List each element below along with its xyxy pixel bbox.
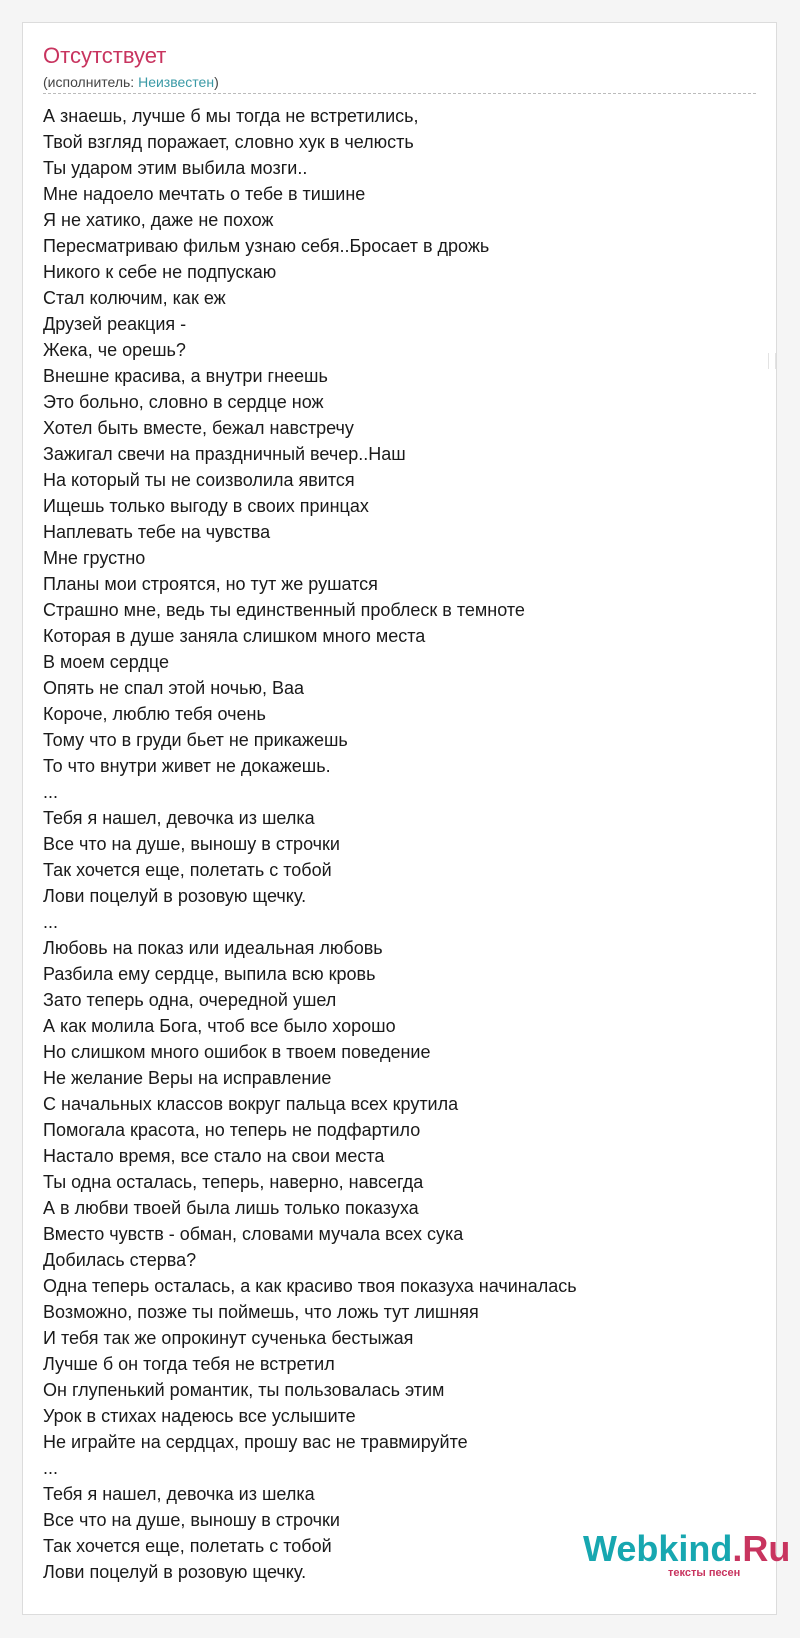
lyric-line: Лучше б он тогда тебя не встретил (43, 1354, 335, 1374)
lyric-line: ... (43, 912, 59, 932)
lyric-line: ... (43, 782, 59, 802)
lyric-line: Любовь на показ или идеальная любовь (43, 938, 383, 958)
lyric-line: То что внутри живет не докажешь. (43, 756, 331, 776)
logo-brand: Webkind (583, 1528, 733, 1569)
lyric-line: Так хочется еще, полетать с тобой (43, 860, 332, 880)
lyric-line: На который ты не соизволила явится (43, 470, 355, 490)
lyric-line: Твой взгляд поражает, словно хук в челюсть (43, 132, 414, 152)
edge-mark (768, 353, 776, 369)
lyric-line: Планы мои строятся, но тут же рушатся (43, 574, 378, 594)
lyric-line: Которая в душе заняла слишком много места (43, 626, 426, 646)
lyric-line: Хотел быть вместе, бежал навстречу (43, 418, 354, 438)
lyric-line: Зато теперь одна, очередной ушел (43, 990, 337, 1010)
lyric-line: Так хочется еще, полетать с тобой (43, 1536, 332, 1556)
lyric-line: Помогала красота, но теперь не подфартило (43, 1120, 421, 1140)
lyric-line: Никого к себе не подпускаю (43, 262, 277, 282)
lyric-line: Зажигал свечи на праздничный вечер..Наш (43, 444, 406, 464)
lyric-line: Он глупенький романтик, ты пользовалась этим (43, 1380, 445, 1400)
lyric-line: Тому что в груди бьет не прикажешь (43, 730, 348, 750)
lyric-line: Короче, люблю тебя очень (43, 704, 266, 724)
logo-wordmark (583, 1527, 790, 1571)
lyric-line: Это больно, словно в сердце нож (43, 392, 324, 412)
lyric-line: Добилась стерва? (43, 1250, 197, 1270)
lyric-line: А знаешь, лучше б мы тогда не встретились, (43, 106, 419, 126)
logo-tagline: тексты песен (668, 1567, 741, 1579)
lyric-line: Пересматриваю фильм узнаю себя..Бросает в дрожь (43, 236, 490, 256)
lyric-line: Я не хатико, даже не похож (43, 210, 274, 230)
site-logo[interactable] (583, 1527, 791, 1587)
lyric-line: Лови поцелуй в розовую щечку. (43, 1562, 307, 1582)
header-divider (43, 93, 756, 94)
lyric-line: А в любви твоей была лишь только показуха (43, 1198, 419, 1218)
logo-tld: .Ru (732, 1528, 791, 1569)
lyric-line: Лови поцелуй в розовую щечку. (43, 886, 307, 906)
lyric-line: Мне надоело мечтать о тебе в тишине (43, 184, 366, 204)
lyric-line: Все что на душе, выношу в строчки (43, 834, 340, 854)
artist-suffix: ) (214, 74, 219, 90)
lyric-line: Опять не спал этой ночью, Ваа (43, 678, 305, 698)
artist-prefix: (исполнитель: (43, 74, 139, 90)
lyric-line: Наплевать тебе на чувства (43, 522, 271, 542)
lyric-line: Все что на душе, выношу в строчки (43, 1510, 340, 1530)
artist-link[interactable]: Неизвестен (138, 74, 215, 90)
lyric-line: Разбила ему сердце, выпила всю кровь (43, 964, 376, 984)
lyric-line: Стал колючим, как еж (43, 288, 226, 308)
lyric-line: Страшно мне, ведь ты единственный проблеск в темноте (43, 600, 525, 620)
lyric-line: ... (43, 1458, 59, 1478)
lyric-line: Тебя я нашел, девочка из шелка (43, 808, 315, 828)
lyric-line: Вместо чувств - обман, словами мучала всех сука (43, 1224, 464, 1244)
lyric-line: Урок в стихах надеюсь все услышите (43, 1406, 356, 1426)
lyric-line: Настало время, все стало на свои места (43, 1146, 385, 1166)
lyric-line: Друзей реакция - (43, 314, 187, 334)
lyric-line: Ищешь только выгоду в своих принцах (43, 496, 369, 516)
lyric-line: Ты ударом этим выбила мозги.. (43, 158, 308, 178)
lyric-line: Одна теперь осталась, а как красиво твоя показуха начиналась (43, 1276, 577, 1296)
lyric-line: Тебя я нашел, девочка из шелка (43, 1484, 315, 1504)
lyric-line: Жека, че орешь? (43, 340, 186, 360)
lyric-line: С начальных классов вокруг пальца всех крутила (43, 1094, 459, 1114)
song-title: Отсутствует (43, 43, 167, 68)
lyric-line: Не играйте на сердцах, прошу вас не травмируйте (43, 1432, 468, 1452)
lyric-line: Не желание Веры на исправление (43, 1068, 332, 1088)
lyric-line: Внешне красива, а внутри гнеешь (43, 366, 328, 386)
lyric-line: В моем сердце (43, 652, 170, 672)
artist-line (43, 73, 219, 91)
lyric-line: Но слишком много ошибок в твоем поведение (43, 1042, 431, 1062)
lyric-line: Ты одна осталась, теперь, наверно, навсегда (43, 1172, 424, 1192)
lyric-line: Мне грустно (43, 548, 146, 568)
lyrics-text (43, 103, 753, 1585)
lyric-line: Возможно, позже ты поймешь, что ложь тут лишняя (43, 1302, 479, 1322)
lyrics-card (22, 22, 791, 1615)
lyric-line: А как молила Бога, чтоб все было хорошо (43, 1016, 396, 1036)
lyric-line: И тебя так же опрокинут сученька бестыжая (43, 1328, 414, 1348)
